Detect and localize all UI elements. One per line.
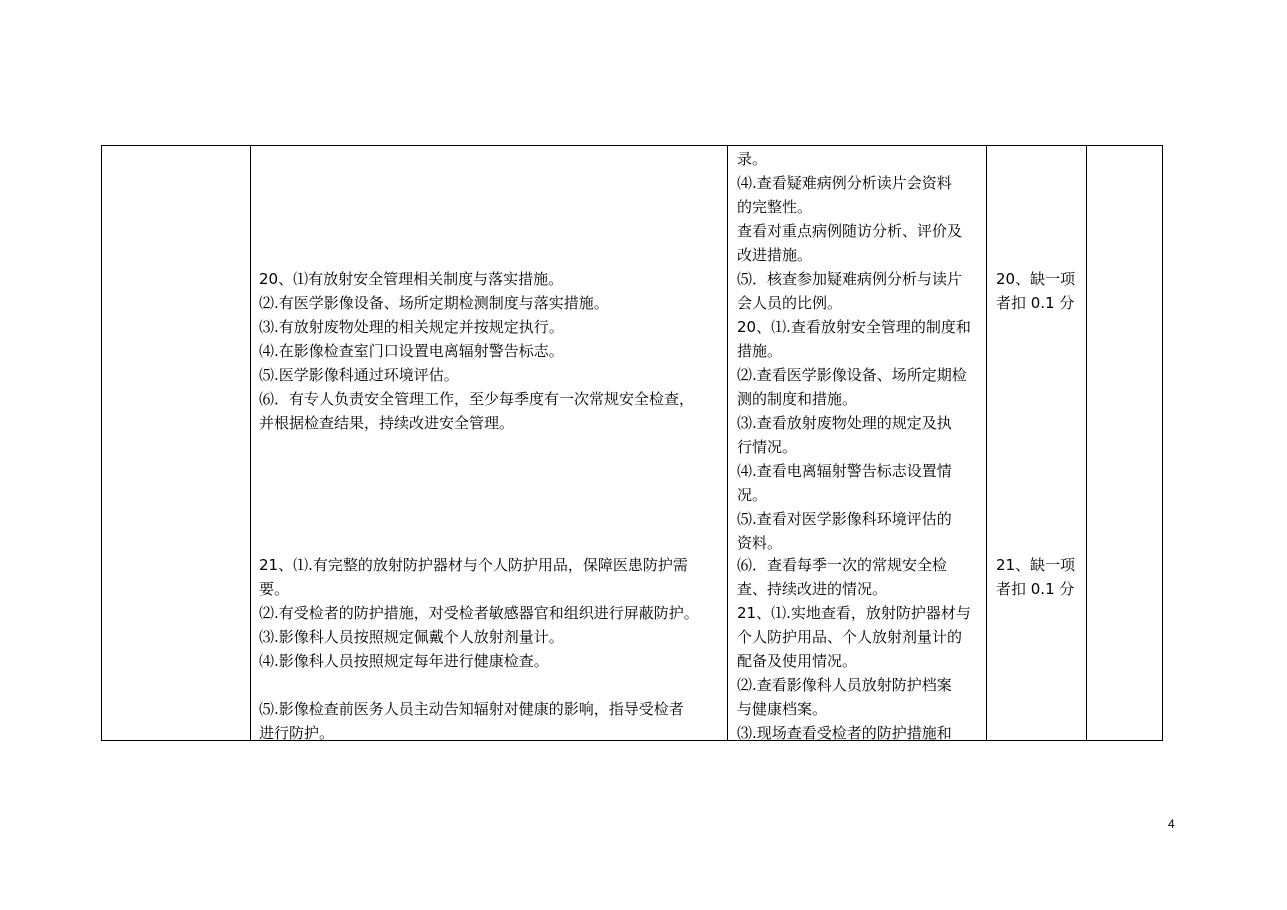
score-line: 者扣 0.1 分 <box>996 294 1075 312</box>
column-notes <box>1087 146 1163 740</box>
requirement-line: ⑶.影像科人员按照规定佩戴个人放射剂量计。 <box>259 628 564 646</box>
method-line: 的完整性。 <box>737 198 813 216</box>
method-line: 与健康档案。 <box>737 700 828 718</box>
method-line: ⑸.查看对医学影像科环境评估的 <box>737 510 952 528</box>
method-line: ⑷.查看电离辐射警告标志设置情 <box>737 462 952 480</box>
method-line: ⑶.查看放射废物处理的规定及执 <box>737 414 952 432</box>
method-line: 测的制度和措施。 <box>737 390 858 408</box>
method-line: 措施。 <box>737 342 783 360</box>
requirement-line: 要。 <box>259 580 290 598</box>
requirement-line: ⑵.有受检者的防护措施，对受检者敏感器官和组织进行屏蔽防护。 <box>259 604 699 622</box>
requirement-line: ⑸.影像检查前医务人员主动告知辐射对健康的影响，指导受检者 <box>259 700 684 718</box>
method-line: ⑶.现场查看受检者的防护措施和 <box>737 724 952 742</box>
method-line: 21、⑴.实地查看，放射防护器材与 <box>737 604 971 622</box>
method-line: 20、⑴.查看放射安全管理的制度和 <box>737 318 971 336</box>
score-line: 20、缺一项 <box>996 270 1076 288</box>
method-line: 况。 <box>737 486 768 504</box>
requirement-line: 21、⑴.有完整的放射防护器材与个人防护用品，保障医患防护需 <box>259 556 688 574</box>
page-number: 4 <box>1168 817 1175 831</box>
requirement-line: ⑷.影像科人员按照规定每年进行健康检查。 <box>259 652 549 670</box>
method-line: 会人员的比例。 <box>737 294 843 312</box>
column-requirements <box>251 146 728 740</box>
requirement-line: ⑸.医学影像科通过环境评估。 <box>259 366 459 384</box>
requirement-line: ⑹．有专人负责安全管理工作，至少每季度有一次常规安全检查， <box>259 390 695 408</box>
score-line: 者扣 0.1 分 <box>996 580 1075 598</box>
method-line: 配备及使用情况。 <box>737 652 858 670</box>
column-methods <box>728 146 987 740</box>
method-line: 改进措施。 <box>737 246 813 264</box>
standards-table <box>101 145 1163 741</box>
method-line: ⑵.查看医学影像设备、场所定期检 <box>737 366 967 384</box>
method-line: 查看对重点病例随访分析、评价及 <box>737 222 963 240</box>
method-line: 行情况。 <box>737 438 798 456</box>
requirement-line: ⑶.有放射废物处理的相关规定并按规定执行。 <box>259 318 564 336</box>
column-scoring <box>987 146 1087 740</box>
method-line: 录。 <box>737 150 768 168</box>
method-line: ⑹．查看每季一次的常规安全检 <box>737 556 948 574</box>
column-item <box>102 146 251 740</box>
method-line: 个人防护用品、个人放射剂量计的 <box>737 628 963 646</box>
method-line: 查、持续改进的情况。 <box>737 580 888 598</box>
method-line: ⑸．核查参加疑难病例分析与读片 <box>737 270 963 288</box>
score-line: 21、缺一项 <box>996 556 1076 574</box>
requirement-line: ⑷.在影像检查室门口设置电离辐射警告标志。 <box>259 342 564 360</box>
method-line: ⑷.查看疑难病例分析读片会资料 <box>737 174 952 192</box>
method-line: 资料。 <box>737 534 783 552</box>
requirement-line: 20、⑴有放射安全管理相关制度与落实措施。 <box>259 270 564 288</box>
requirement-line: ⑵.有医学影像设备、场所定期检测制度与落实措施。 <box>259 294 609 312</box>
method-line: ⑵.查看影像科人员放射防护档案 <box>737 676 952 694</box>
requirement-line: 进行防护。 <box>259 724 335 742</box>
requirement-line: 并根据检查结果，持续改进安全管理。 <box>259 414 515 432</box>
